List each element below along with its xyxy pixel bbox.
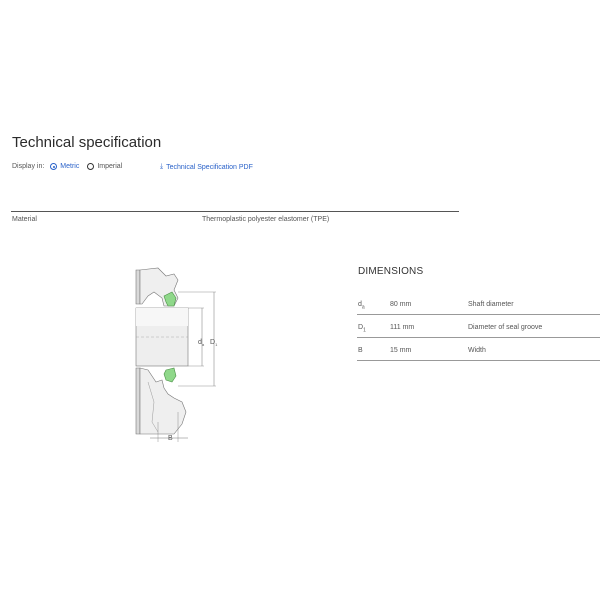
dimension-symbol: B	[358, 347, 363, 354]
section-divider	[11, 211, 459, 212]
table-row	[357, 338, 600, 361]
display-units-selector	[12, 163, 130, 170]
pdf-link-label: Technical Specification PDF	[166, 163, 253, 171]
dimension-value: 80 mm	[390, 301, 412, 308]
dimensions-title: DIMENSIONS	[358, 266, 424, 277]
dimension-description: Diameter of seal groove	[468, 324, 543, 331]
metric-radio[interactable]	[50, 163, 79, 170]
shaft-dimension-label: $d_a$	[198, 339, 205, 347]
dimension-value: 111 mm	[390, 324, 415, 331]
shaft-highlight	[136, 308, 188, 326]
download-icon: ⤓	[160, 163, 164, 170]
groove-dimension-label: $D_1$	[210, 339, 218, 347]
technical-specification-pdf-link[interactable]	[160, 163, 253, 171]
radio-selected-icon	[50, 163, 57, 170]
housing-bottom-body	[140, 368, 186, 434]
material-value: Thermoplastic polyester elastomer (TPE)	[202, 216, 330, 223]
metric-label: Metric	[60, 163, 80, 170]
housing-top-wall	[136, 270, 140, 304]
dimension-description: Width	[468, 347, 486, 354]
radio-unselected-icon	[87, 163, 94, 170]
width-dimension-label: B	[168, 435, 173, 442]
seal-cross-section-diagram	[128, 262, 238, 447]
dimension-symbol: $d_a$	[358, 301, 365, 311]
imperial-label: Imperial	[97, 163, 123, 170]
dimension-description: Shaft diameter	[468, 301, 514, 308]
housing-bottom-wall	[136, 368, 140, 434]
dimension-value: 15 mm	[390, 347, 412, 354]
dimension-symbol: $D_1$	[358, 324, 366, 334]
dimensions-table	[357, 292, 600, 361]
page-title: Technical specification	[12, 134, 162, 151]
table-row	[357, 292, 600, 315]
display-in-label: Display in:	[12, 163, 45, 170]
imperial-radio[interactable]	[87, 163, 122, 170]
seal-lip-bottom	[164, 368, 176, 382]
table-row	[357, 315, 600, 338]
material-label: Material	[12, 216, 37, 223]
